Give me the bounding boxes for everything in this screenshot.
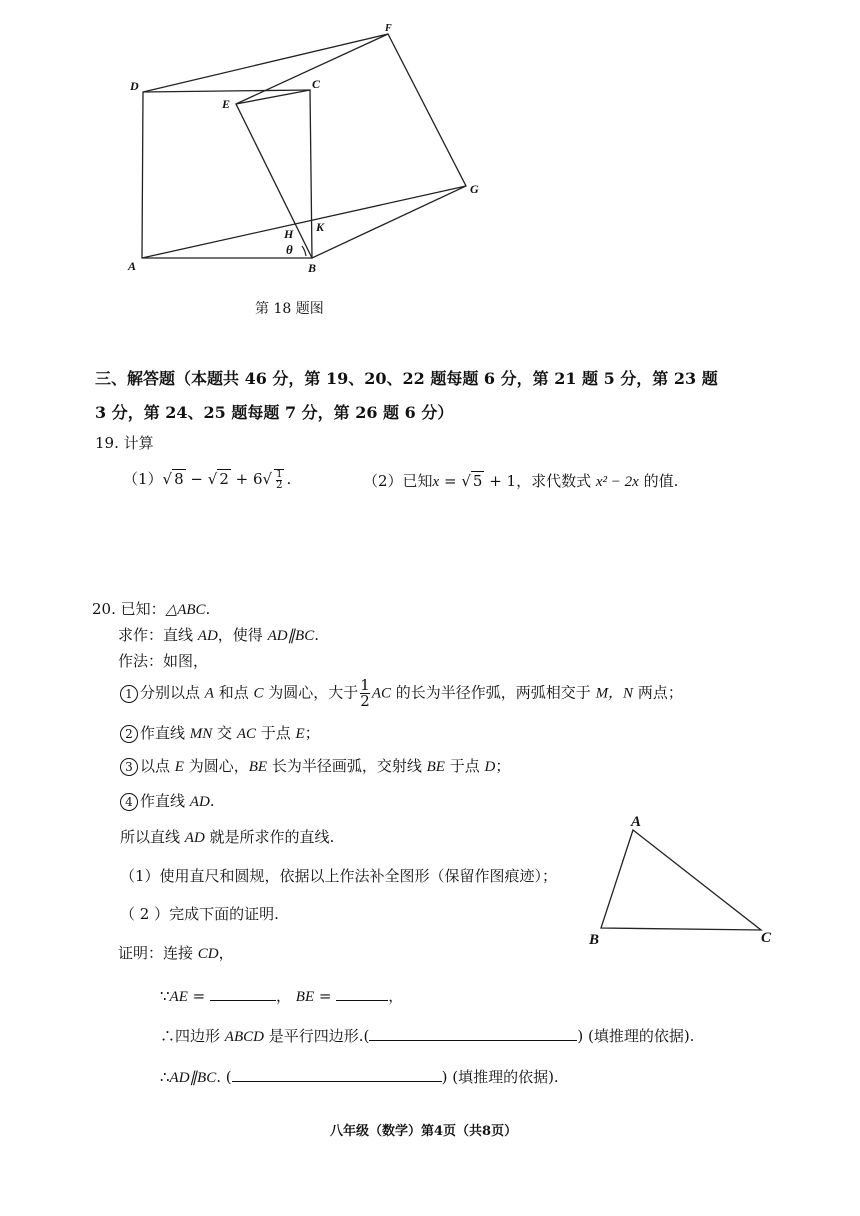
q19-plus: + 1，求代数式 bbox=[484, 472, 596, 490]
l3c: ) (填推理的依据). bbox=[441, 1068, 559, 1086]
q20-task-end: . bbox=[314, 626, 320, 644]
section-3-heading-line2: 3 分，第 24、25 题每题 7 分，第 26 题 6 分） bbox=[95, 403, 454, 422]
s1C: C bbox=[253, 685, 264, 702]
reason2-blank[interactable] bbox=[232, 1081, 442, 1082]
tri-label-C: C bbox=[761, 930, 772, 946]
ae-blank[interactable] bbox=[210, 1000, 276, 1001]
label-A: A bbox=[128, 259, 137, 273]
q20-proof-line2 bbox=[160, 1025, 694, 1046]
q20-conclusion bbox=[120, 826, 334, 847]
s1d: 的长为半径作弧，两弧相交于 bbox=[391, 683, 596, 702]
s3BE2: BE bbox=[426, 759, 445, 775]
q19-title: 19. 计算 bbox=[95, 434, 154, 452]
q19-expr: x² − 2x bbox=[595, 474, 639, 490]
q19-sqrt5: 5 bbox=[472, 472, 483, 490]
conc-AD: AD bbox=[184, 830, 205, 846]
square-ebgf bbox=[236, 34, 466, 258]
conc-a: 所以直线 bbox=[120, 828, 185, 846]
triangle-abc bbox=[601, 830, 761, 930]
step1-number: 1 bbox=[120, 685, 138, 703]
q20-task-parallel: AD∥BC bbox=[267, 628, 315, 644]
proof-CD: CD bbox=[197, 946, 219, 962]
q20-triangle: △ABC bbox=[165, 602, 206, 618]
step1-fraction bbox=[360, 678, 370, 709]
triangle-abc-diagram bbox=[585, 810, 780, 950]
q20-proof-line3 bbox=[160, 1066, 559, 1087]
label-E: E bbox=[222, 97, 231, 111]
q19-sqrt2: 2 bbox=[219, 470, 229, 488]
s3D: D bbox=[484, 759, 496, 775]
s1e: 两点； bbox=[633, 683, 683, 702]
tri-label-A: A bbox=[631, 814, 642, 830]
tri-label-B: B bbox=[589, 932, 600, 948]
l3b: . ( bbox=[216, 1068, 232, 1086]
q20-number: 20. bbox=[92, 600, 116, 618]
q19-eq: = bbox=[439, 472, 462, 490]
s4b: . bbox=[209, 792, 215, 810]
q20-given-label: 已知： bbox=[120, 600, 166, 618]
s2AC: AC bbox=[236, 726, 256, 742]
angle-theta-arc bbox=[302, 246, 306, 256]
q20-proof-intro bbox=[118, 942, 234, 963]
l1c: ， bbox=[275, 987, 291, 1005]
l2ABCD: ABCD bbox=[224, 1029, 264, 1045]
q20-sub1: （1）使用直尺和圆规，依据以上作法补全图形（保留作图痕迹）； bbox=[120, 867, 558, 885]
label-D: D bbox=[130, 79, 139, 93]
q19-part1-label: （1） bbox=[123, 470, 163, 488]
proof-intro: 证明：连接 bbox=[118, 944, 198, 962]
section-3-heading-line1: 三、解答题（本题共 46 分，第 19、20、22 题每题 6 分，第 21 题 5 分，第 23 题 bbox=[95, 369, 718, 388]
s3b: 为圆心， bbox=[183, 757, 249, 775]
s3e: ； bbox=[495, 757, 511, 775]
s1A: A bbox=[204, 685, 214, 702]
q19-frac-num: 1 bbox=[276, 469, 283, 480]
l3par: AD∥BC bbox=[169, 1070, 217, 1086]
segment-aG bbox=[142, 186, 466, 258]
s2b: 交 bbox=[212, 724, 237, 742]
q20-task-label: 求作：直线 bbox=[118, 626, 198, 644]
l1b: = bbox=[187, 987, 210, 1005]
q19-frac-den: 2 bbox=[276, 480, 283, 491]
s3E: E bbox=[174, 759, 184, 775]
l1BE: BE bbox=[295, 989, 315, 1005]
proof-comma: ， bbox=[218, 944, 234, 962]
q19-op2: + 6 bbox=[230, 470, 263, 488]
label-H: H bbox=[284, 227, 294, 241]
label-G: G bbox=[470, 182, 479, 196]
be-blank[interactable] bbox=[336, 1000, 388, 1001]
q19-part1: （1）√ 8 − √ 2 + 6√ $\frac{1}{2}$ . bbox=[123, 469, 292, 491]
q20-step2 bbox=[120, 722, 320, 743]
s3BE: BE bbox=[248, 759, 268, 775]
segment-dF bbox=[143, 34, 388, 92]
segment-eC bbox=[236, 90, 310, 104]
l2b: 是平行四边形.( bbox=[263, 1027, 370, 1045]
s1MN: M，N bbox=[595, 685, 634, 702]
q19-part2: （2）已知x = √ 5 + 1，求代数式 x² − 2x 的值. bbox=[363, 472, 679, 490]
q20-sub2: （ 2 ）完成下面的证明. bbox=[120, 905, 279, 923]
s2E: E bbox=[295, 726, 305, 742]
q20-step3 bbox=[120, 755, 510, 776]
l2a: ∴四边形 bbox=[160, 1027, 225, 1045]
label-F: F bbox=[385, 23, 392, 34]
l1e: ， bbox=[388, 987, 404, 1005]
q19-part2-end: 的值. bbox=[638, 472, 679, 490]
s3c: 长为半径画弧，交射线 bbox=[267, 757, 427, 775]
q20-task bbox=[118, 624, 319, 645]
label-B: B bbox=[308, 261, 317, 275]
l2c: ) (填推理的依据). bbox=[577, 1027, 695, 1045]
s3a: 以点 bbox=[140, 757, 175, 775]
q19-var-x: x bbox=[432, 474, 440, 490]
label-K: K bbox=[316, 220, 325, 234]
l1AE: AE bbox=[169, 989, 188, 1005]
q20-task-ad: AD bbox=[197, 628, 218, 644]
q20-task-mid: ，使得 bbox=[217, 626, 268, 644]
s1c: 为圆心，大于 bbox=[263, 683, 359, 702]
l1a: ∵ bbox=[160, 987, 170, 1005]
step3-number: 3 bbox=[120, 758, 138, 776]
page-footer: 八年级（数学）第4页（共8页） bbox=[330, 1124, 518, 1139]
q19-sqrt8: 8 bbox=[174, 470, 184, 488]
l3a: ∴ bbox=[160, 1068, 170, 1086]
figure-18-caption: 第 18 题图 bbox=[255, 301, 324, 317]
figure-18-diagram bbox=[120, 18, 500, 288]
q20-proof-line1 bbox=[160, 985, 403, 1006]
q19-op1: − bbox=[185, 470, 208, 488]
s1-den: 2 bbox=[360, 692, 370, 710]
s2d: ； bbox=[304, 724, 320, 742]
q19-part2-label: （2）已知 bbox=[363, 472, 433, 490]
q20-step4 bbox=[120, 790, 215, 811]
s2a: 作直线 bbox=[140, 724, 190, 742]
label-C: C bbox=[312, 77, 321, 91]
q20-step1 bbox=[120, 678, 683, 709]
s4a: 作直线 bbox=[140, 792, 190, 810]
s4AD: AD bbox=[189, 794, 210, 810]
conc-b: 就是所求作的直线. bbox=[204, 828, 335, 846]
s1b: 和点 bbox=[213, 683, 254, 702]
s1-num: 1 bbox=[360, 676, 370, 694]
q20-intro-end: . bbox=[205, 600, 211, 618]
q20-method: 作法：如图， bbox=[118, 652, 209, 670]
step2-number: 2 bbox=[120, 725, 138, 743]
label-theta: θ bbox=[286, 242, 293, 257]
s3d: 于点 bbox=[444, 757, 485, 775]
q20-intro bbox=[92, 598, 210, 619]
reason1-blank[interactable] bbox=[369, 1040, 577, 1041]
s1a: 分别以点 bbox=[140, 683, 205, 702]
s1AC: AC bbox=[371, 685, 392, 702]
l1d: = bbox=[314, 987, 337, 1005]
s2c: 于点 bbox=[256, 724, 296, 742]
step4-number: 4 bbox=[120, 793, 138, 811]
s2MN: MN bbox=[189, 726, 213, 742]
q19-part1-end: . bbox=[286, 470, 292, 488]
